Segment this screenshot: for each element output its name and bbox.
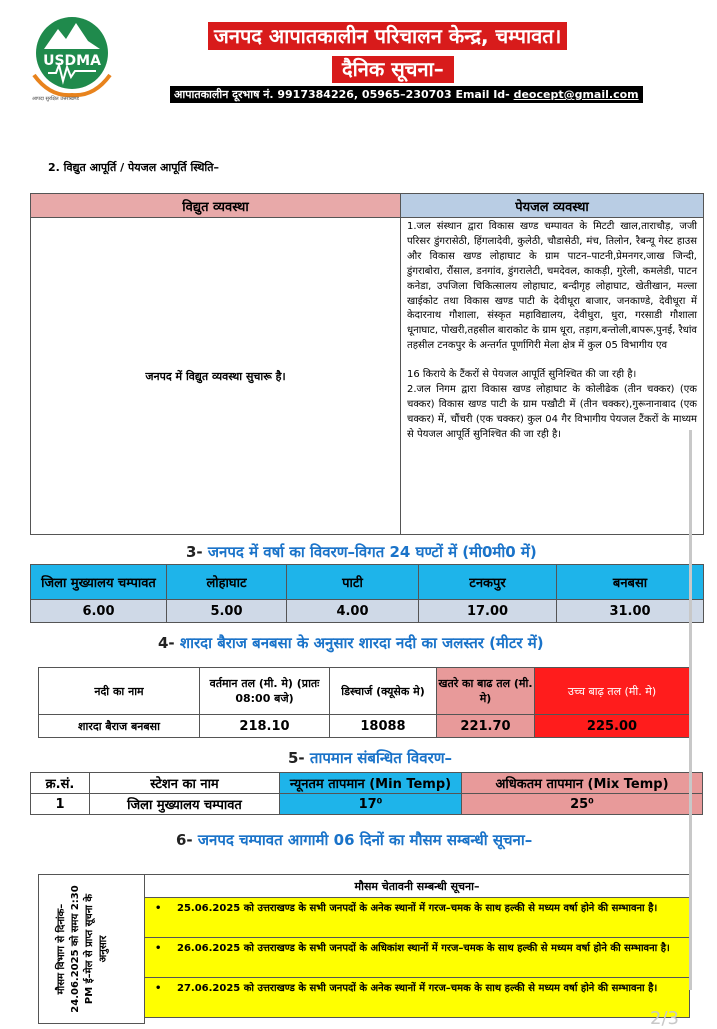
- max-temp-header: अधिकतम तापमान (Mix Temp): [461, 772, 703, 794]
- section-5-title: तापमान संबन्धित विवरण–: [309, 749, 453, 767]
- section-2-heading: 2. विद्युत आपूर्ति / पेयजल आपूर्ति स्थिति–: [48, 161, 220, 174]
- section-4-title: शारदा बैराज बनबसा के अनुसार शारदा नदी का जलस्तर (मीटर में): [179, 634, 544, 652]
- high-flood-level-value: 225.00: [534, 714, 690, 738]
- rain-value: 5.00: [166, 599, 287, 623]
- page-indicator: 2/3: [650, 1008, 679, 1029]
- warning-text: 25.06.2025 को उत्तराखण्ड के सभी जनपदों के अनेक स्थानों में गरज–चमक के साथ हल्की से मध्यम वर्षा होने की सम्भावना है।: [177, 903, 658, 914]
- warning-item: [144, 897, 690, 938]
- rain-value: 17.00: [418, 599, 557, 623]
- header-contact: [170, 86, 643, 103]
- section-6-title: जनपद चम्पावत आगामी 06 दिनों का मौसम सम्बन्धी सूचना–: [197, 831, 533, 849]
- station-name: जिला मुख्यालय चम्पावत: [89, 793, 280, 815]
- min-temp-value: 17⁰: [279, 793, 462, 815]
- water-para-1: 1.जल संस्थान द्वारा विकास खण्ड चम्पावत के मिटटी खाल,ताराचौड़, जजी परिसर डुंगरासेठी, हिंगलादेवी, कुलेठी, चौडासेठी, मंच, तिलोन, रैबन्यू गेस्ट हाउस और विकास खण्ड लोहाघाट के ग्राम पाटन–पाटनी,प्रेमनगर,जाख जिन्दी, डुंगराबोरा, रौंसाल, डनगांव, डुंगरालेटी, चमदेवल, काकड़ी, गुरेली, कमलेडी, पाटन कनेडा, उपजिला चिकित्सालय लोहाघाट, बन्दीगृह लोहाघाट, खेतीखान, मल्ला खाईकोट तथा विकास खण्ड पाटी के देवीधूरा बाजार, जनकाण्डे, देवीधूरा में केदारनाथ गौशाला, संस्कृत महाविद्यालय, देवीधुरा, धुरा, गरसाडी गौशाला धूनाघाट, पोखरी,तहसील बाराकोट के ग्राम धूरा, तड़ाग,बन्तोली,बापरू,पुनई, रैधांव तहसील टनकपुर के अन्तर्गत पूर्णागिरी मेला क्षेत्र में कुल 05 विभागीय एव: [407, 221, 697, 352]
- logo-tagline: आपदा सुरक्षित उत्तराखण्ड: [32, 96, 79, 102]
- min-temp-header: न्यूनतम तापमान (Min Temp): [279, 772, 462, 794]
- current-level-header: वर्तमान तल (मी. मे) (प्रातः 08:00 बजे): [199, 667, 330, 715]
- water-column-header: पेयजल व्यवस्था: [400, 193, 704, 218]
- email-link[interactable]: deocept@gmail.com: [513, 88, 639, 101]
- warning-text: 26.06.2025 को उत्तराखण्ड के सभी जनपदों के अधिकांश स्थानों में गरज–चमक के साथ हल्की से मध्यम वर्षा होने की सम्भावना है।: [177, 943, 670, 954]
- power-status: जनपद में विद्युत व्यवस्था सुचारू है।: [30, 217, 401, 535]
- rain-station-header: टनकपुर: [418, 564, 557, 600]
- current-level-value: 218.10: [199, 714, 330, 738]
- warning-text: 27.06.2025 को उत्तराखण्ड के सभी जनपदों के अनेक स्थानों में गरज–चमक के साथ हल्की से मध्यम वर्षा होने की सम्भावना है।: [177, 983, 658, 994]
- water-supply-details: [400, 217, 704, 535]
- section-3-heading: [186, 542, 537, 562]
- rain-station-header: बनबसा: [556, 564, 704, 600]
- river-name: शारदा बैराज बनबसा: [38, 714, 200, 738]
- bullet-icon: •: [155, 983, 162, 994]
- sno-header: क्र.सं.: [30, 772, 90, 794]
- section-3-number: 3-: [186, 543, 203, 561]
- water-para-2: 16 किराये के टैंकरों से पेयजल आपूर्ति सुनिश्चित की जा रही है।: [407, 369, 637, 381]
- section-3-title: जनपद में वर्षा का विवरण–विगत 24 घण्टों में (मी0मी0 में): [207, 543, 537, 561]
- section-4-number: 4-: [158, 634, 175, 652]
- source-note-text: मौसम विभाग से दिनांक– 24.06.2025 को समय 2:30 PM ई–मेल से प्राप्त सूचना के अनुसार: [56, 885, 109, 1013]
- river-name-header: नदी का नाम: [38, 667, 200, 715]
- sno-value: 1: [30, 793, 90, 815]
- weather-warning-heading: मौसम चेतावनी सम्बन्धी सूचना–: [144, 874, 690, 898]
- forecast-source-note: [38, 874, 145, 1024]
- station-header: स्टेशन का नाम: [89, 772, 280, 794]
- bullet-icon: •: [155, 943, 162, 954]
- warning-item: [144, 977, 690, 1018]
- rain-value: 6.00: [30, 599, 167, 623]
- warning-item: [144, 937, 690, 978]
- danger-level-header: खतरे का बाढ तल (मी. मे): [436, 667, 535, 715]
- rain-value: 31.00: [556, 599, 704, 623]
- usdma-logo: [30, 15, 114, 101]
- section-5-heading: [288, 748, 452, 768]
- section-4-heading: [158, 633, 544, 653]
- header-subtitle: दैनिक सूचना–: [332, 56, 454, 83]
- section-6-number: 6-: [176, 831, 193, 849]
- logo-text: USDMA: [43, 53, 101, 69]
- high-flood-level-header: उच्च बाढ़ तल (मी. मे): [534, 667, 690, 715]
- discharge-header: डिस्चार्ज (क्यूसेक मे): [329, 667, 437, 715]
- discharge-value: 18088: [329, 714, 437, 738]
- contact-text: आपातकालीन दूरभाष नं. 9917384226, 05965–230703 Email Id-: [174, 88, 510, 101]
- header-title: जनपद आपातकालीन परिचालन केन्द्र, चम्पावत।: [208, 22, 567, 50]
- bullet-icon: •: [155, 903, 162, 914]
- danger-level-value: 221.70: [436, 714, 535, 738]
- power-column-header: विद्युत व्यवस्था: [30, 193, 401, 218]
- rain-station-header: पाटी: [286, 564, 419, 600]
- max-temp-value: 25⁰: [461, 793, 703, 815]
- section-6-heading: [176, 830, 532, 850]
- rain-station-header: जिला मुख्यालय चम्पावत: [30, 564, 167, 600]
- section-5-number: 5-: [288, 749, 305, 767]
- water-para-3: 2.जल निगम द्वारा विकास खण्ड लोहाघाट के कोलीढेक (तीन चक्कर) (एक चक्कर) विकास खण्ड पाटी के ग्राम पखौटी में (तीन चक्कर),गुरूनानाबाद (एक चक्कर) में, चौंचरी (एक चक्कर) कुल 04 गैर विभागीय पेयजल टैंकरों के माध्यम से पेयजल आपूर्ति सुनिश्चित की जा रही है।: [407, 384, 697, 440]
- scrollbar[interactable]: [689, 430, 692, 990]
- rain-station-header: लोहाघाट: [166, 564, 287, 600]
- rain-value: 4.00: [286, 599, 419, 623]
